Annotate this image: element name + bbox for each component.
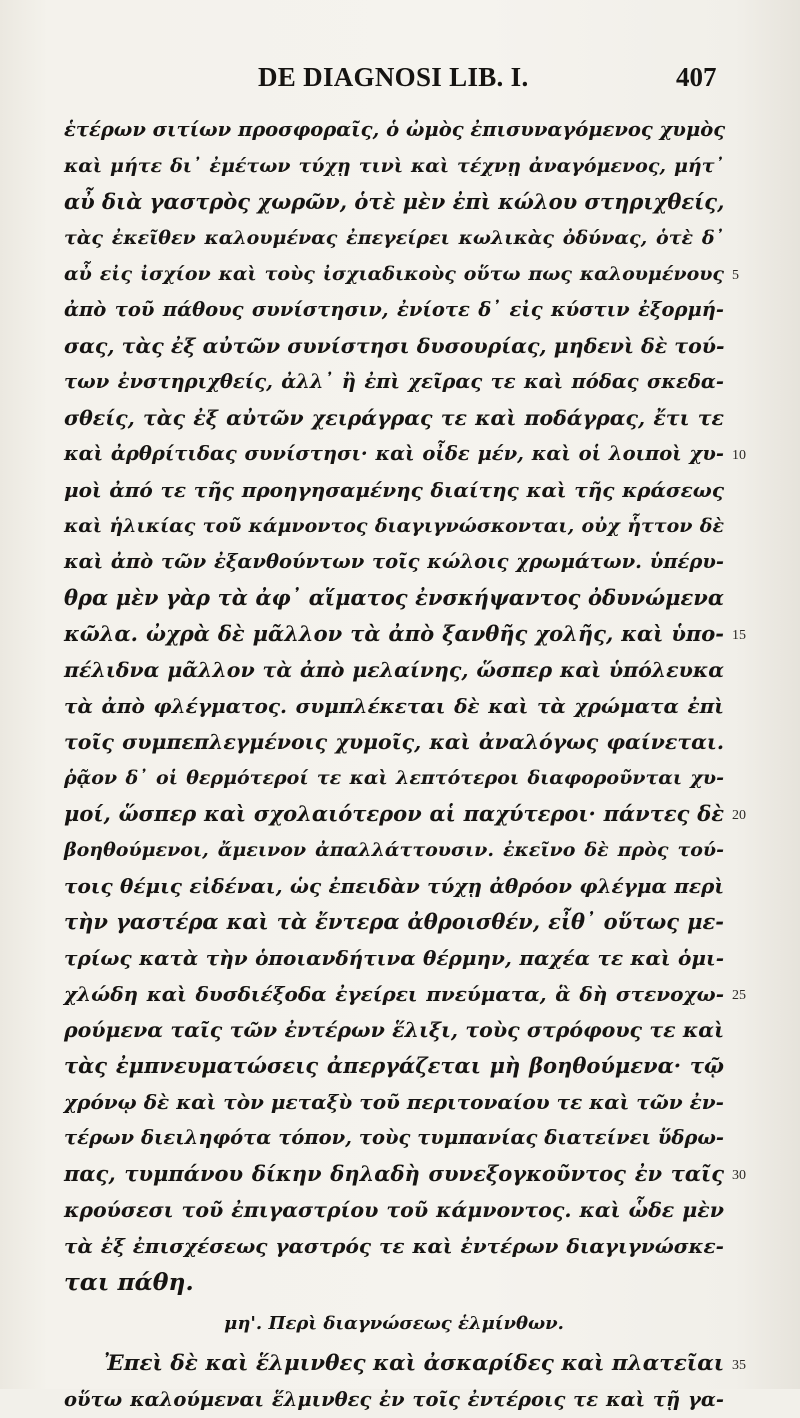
- text-line: τρίως κατὰ τὴν ὁποιανδήτινα θέρμην, παχέα τε καὶ ὁμι-: [64, 946, 724, 970]
- text-line: καὶ μήτε δι᾽ ἐμέτων τύχῃ τινὶ καὶ τέχνῃ ἀναγόμενος, μήτ᾽: [64, 155, 724, 177]
- text-line: σθείς, τὰς ἐξ αὐτῶν χειράγρας τε καὶ ποδάγρας, ἔτι τε: [64, 406, 724, 430]
- text-line: χρόνῳ δὲ καὶ τὸν μεταξὺ τοῦ περιτοναίου τε καὶ τῶν ἐν-: [64, 1090, 724, 1114]
- text-line: τέρων διειληφότα τόπον, τοὺς τυμπανίας διατείνει ὕδρω-: [64, 1126, 724, 1149]
- text-line: Ἐπεὶ δὲ καὶ ἕλμινθες καὶ ἀσκαρίδες καὶ πλατεῖαι: [104, 1351, 725, 1376]
- text-line: τὰς ἐκεῖθεν καλουμένας ἐπεγείρει κωλικὰς ὀδύνας, ὁτὲ δ᾽: [64, 227, 724, 249]
- text-line: βοηθούμενοι, ἄμεινον ἀπαλλάττουσιν. ἐκεῖνο δὲ πρὸς τού-: [64, 839, 724, 861]
- text-line: καὶ ἀπὸ τῶν ἐξανθούντων τοῖς κώλοις χρωμάτων. ὑπέρυ-: [64, 550, 724, 573]
- line-number: 5: [732, 268, 739, 283]
- text-line: τὴν γαστέρα καὶ τὰ ἔντερα ἀθροισθέν, εἶθ᾽ οὕτως με-: [64, 909, 724, 934]
- text-line: οὕτω καλούμεναι ἕλμινθες ἐν τοῖς ἐντέροις τε καὶ τῇ γα-: [64, 1388, 724, 1411]
- text-line: κρούσεσι τοῦ ἐπιγαστρίου τοῦ κάμνοντος. καὶ ὧδε μὲν: [64, 1198, 724, 1222]
- text-line: θρα μὲν γὰρ τὰ ἀφ᾽ αἵματος ἐνσκήψαντος ὀδυνώμενα: [64, 585, 724, 610]
- section-heading: μη'. Περὶ διαγνώσεως ἑλμίνθων.: [224, 1313, 564, 1334]
- text-line: αὖ εἰς ἰσχίον καὶ τοὺς ἰσχιαδικοὺς οὕτω πως καλουμένους: [64, 263, 724, 285]
- line-number: 20: [732, 808, 746, 823]
- text-line: καὶ ἀρθρίτιδας συνίστησι· καὶ οἶδε μέν, καὶ οἱ λοιποὶ χυ-: [64, 442, 724, 465]
- line-number: 15: [732, 628, 746, 643]
- text-line: σας, τὰς ἐξ αὐτῶν συνίστησι δυσουρίας, μηδενὶ δὲ τού-: [64, 334, 725, 358]
- text-line: ἑτέρων σιτίων προσφοραῖς, ὁ ὠμὸς ἐπισυναγόμενος χυμὸς: [64, 118, 726, 141]
- text-line: ται πάθη.: [64, 1268, 194, 1296]
- text-line: ρούμενα ταῖς τῶν ἐντέρων ἕλιξι, τοὺς στρόφους τε καὶ: [64, 1018, 724, 1042]
- text-line: ἀπὸ τοῦ πάθους συνίστησιν, ἐνίοτε δ᾽ εἰς κύστιν ἐξορμή-: [64, 298, 724, 321]
- text-line: πέλιδνα μᾶλλον τὰ ἀπὸ μελαίνης, ὥσπερ καὶ ὑπόλευκα: [64, 658, 724, 682]
- text-line: των ἐνστηριχθείς, ἀλλ᾽ ἢ ἐπὶ χεῖρας τε καὶ πόδας σκεδα-: [64, 370, 724, 393]
- text-line: μοὶ ἀπό τε τῆς προηγησαμένης διαίτης καὶ τῆς κράσεως: [64, 478, 724, 502]
- text-line: μοί, ὥσπερ καὶ σχολαιότερον αἱ παχύτεροι· πάντες δὲ: [64, 801, 724, 826]
- text-line: τοῖς συμπεπλεγμένοις χυμοῖς, καὶ ἀναλόγως φαίνεται.: [64, 730, 724, 754]
- page-header: [0, 62, 800, 98]
- text-line: ῥᾷον δ᾽ οἱ θερμότεροί τε καὶ λεπτότεροι διαφοροῦνται χυ-: [64, 767, 724, 789]
- line-number: 10: [732, 448, 746, 463]
- text-line: αὖ διὰ γαστρὸς χωρῶν, ὁτὲ μὲν ἐπὶ κώλου στηριχθείς,: [64, 189, 725, 214]
- running-title: DE DIAGNOSI LIB. I.: [258, 62, 529, 92]
- text-line: τοις θέμις εἰδέναι, ὡς ἐπειδὰν τύχῃ ἀθρόον φλέγμα περὶ: [64, 874, 724, 898]
- page-number: 407: [676, 62, 717, 92]
- text-line: χλώδη καὶ δυσδιέξοδα ἐγείρει πνεύματα, ἃ δὴ στενοχω-: [64, 982, 724, 1006]
- line-number: 30: [732, 1168, 746, 1183]
- text-line: καὶ ἡλικίας τοῦ κάμνοντος διαγιγνώσκονται, οὐχ ἧττον δὲ: [64, 515, 724, 537]
- line-number: 25: [732, 988, 746, 1003]
- line-number: 35: [732, 1358, 746, 1373]
- text-line: τὰ ἀπὸ φλέγματος. συμπλέκεται δὲ καὶ τὰ χρώματα ἐπὶ: [64, 694, 724, 718]
- text-line: τὰς ἐμπνευματώσεις ἀπεργάζεται μὴ βοηθούμενα· τῷ: [64, 1053, 724, 1078]
- text-line: τὰ ἐξ ἐπισχέσεως γαστρός τε καὶ ἐντέρων διαγιγνώσκε-: [64, 1234, 724, 1258]
- text-line: κῶλα. ὠχρὰ δὲ μᾶλλον τὰ ἀπὸ ξανθῆς χολῆς, καὶ ὑπο-: [64, 621, 724, 646]
- text-line: πας, τυμπάνου δίκην δηλαδὴ συνεξογκοῦντος ἐν ταῖς: [64, 1161, 724, 1186]
